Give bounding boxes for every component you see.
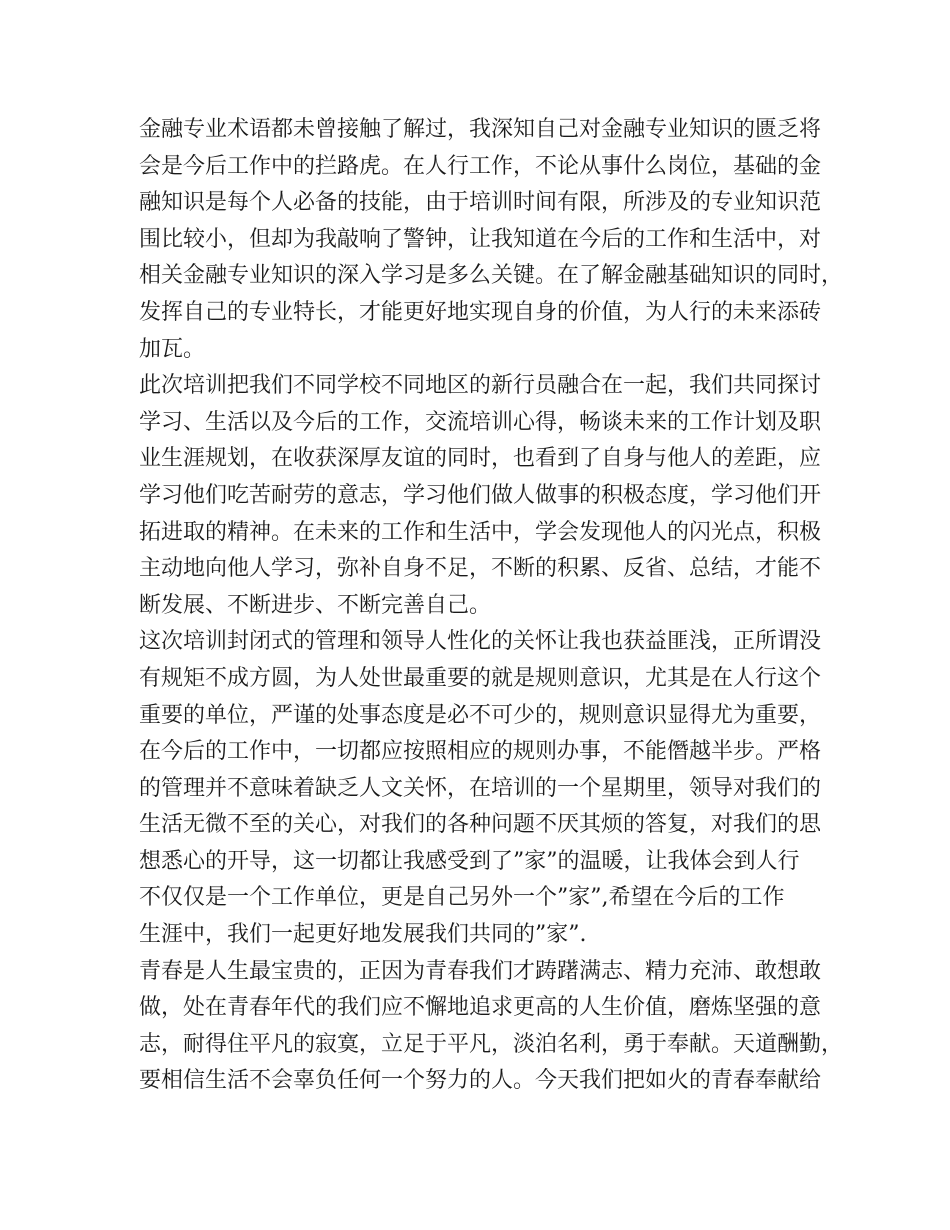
text-line: 做，处在青春年代的我们应不懈地追求更高的人生价值，磨炼坚强的意 <box>139 995 822 1021</box>
paragraph-1 <box>139 112 844 368</box>
text-line: 融知识是每个人必备的技能，由于培训时间有限，所涉及的专业知识范 <box>139 190 822 216</box>
text-line: 想悉心的开导，这一切都让我感受到了”家”的温暖，让我体会到人行 <box>139 848 800 874</box>
text-line: 在今后的工作中，一切都应按照相应的规则办事，不能僭越半步。严格 <box>139 739 822 765</box>
text-line: 要相信生活不会辜负任何一个努力的人。今天我们把如火的青春奉献给 <box>139 1068 822 1094</box>
paragraph-4 <box>139 954 844 1100</box>
paragraph-2 <box>139 368 829 624</box>
text-line: 围比较小，但却为我敲响了警钟，让我知道在今后的工作和生活中，对 <box>139 226 822 252</box>
text-line: 业生涯规划，在收获深厚友谊的同时，也看到了自身与他人的差距，应 <box>139 446 822 472</box>
text-line: 学习他们吃苦耐劳的意志，学习他们做人做事的积极态度，学习他们开 <box>139 482 822 508</box>
document-body <box>139 112 844 1100</box>
text-line: 重要的单位，严谨的处事态度是必不可少的，规则意识显得尤为重要， <box>139 702 822 728</box>
text-line: 志，耐得住平凡的寂寞，立足于平凡，淡泊名利，勇于奉献。天道酬勤， <box>139 1031 844 1057</box>
text-line: 生涯中，我们一起更好地发展我们共同的”家”. <box>139 922 587 948</box>
text-line: 有规矩不成方圆，为人处世最重要的就是规则意识，尤其是在人行这个 <box>139 665 822 691</box>
text-line: 断发展、不断进步、不断完善自己。 <box>139 592 492 618</box>
text-line: 会是今后工作中的拦路虎。在人行工作，不论从事什么岗位，基础的金 <box>139 153 822 179</box>
text-line: 金融专业术语都未曾接触了解过，我深知自己对金融专业知识的匮乏将 <box>139 117 822 142</box>
text-line: 主动地向他人学习，弥补自身不足，不断的积累、反省、总结，才能不 <box>139 556 822 582</box>
text-line: 此次培训把我们不同学校不同地区的新行员融合在一起，我们共同探讨 <box>139 373 822 399</box>
text-line: 发挥自己的专业特长，才能更好地实现自身的价值，为人行的未来添砖 <box>139 299 822 325</box>
text-line: 学习、生活以及今后的工作，交流培训心得，畅谈未来的工作计划及职 <box>139 409 822 435</box>
paragraph-3 <box>139 624 829 953</box>
text-line: 加瓦。 <box>139 336 206 362</box>
text-line: 拓进取的精神。在未来的工作和生活中，学会发现他人的闪光点，积极 <box>139 519 822 545</box>
text-line: 的管理并不意味着缺乏人文关怀，在培训的一个星期里，领导对我们的 <box>139 775 822 801</box>
text-line: 相关金融专业知识的深入学习是多么关键。在了解金融基础知识的同时， <box>139 263 844 289</box>
text-line: 生活无微不至的关心，对我们的各种问题不厌其烦的答复，对我们的思 <box>139 812 822 838</box>
text-line: 不仅仅是一个工作单位，更是自己另外一个”家”,希望在今后的工作 <box>139 885 785 911</box>
text-line: 这次培训封闭式的管理和领导人性化的关怀让我也获益匪浅，正所谓没 <box>139 629 822 655</box>
text-line: 青春是人生最宝贵的，正因为青春我们才踌躇满志、精力充沛、敢想敢 <box>139 958 822 984</box>
